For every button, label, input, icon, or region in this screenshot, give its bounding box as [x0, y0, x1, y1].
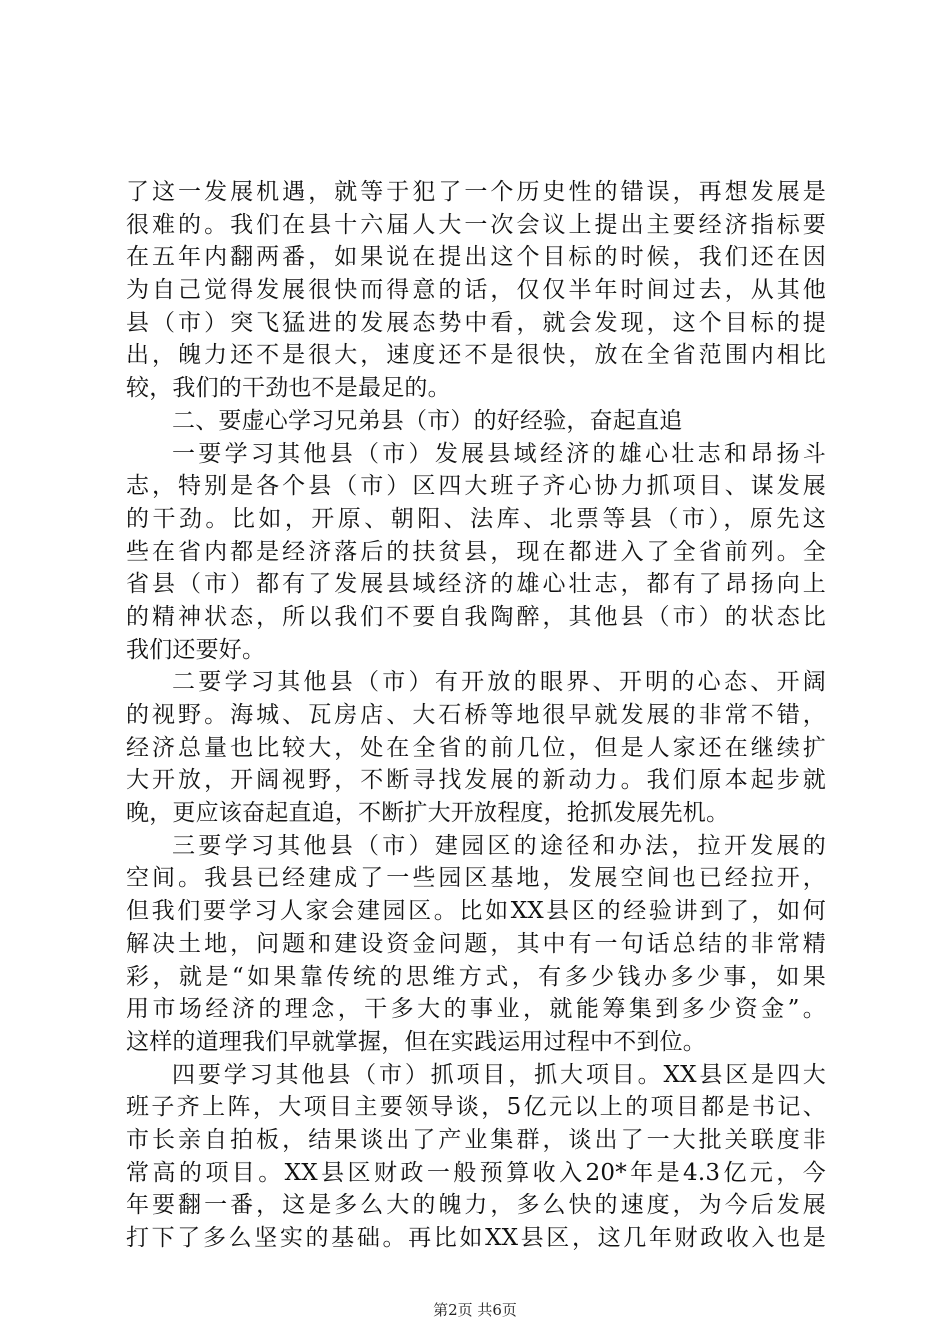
text-line: 为自己觉得发展很快而得意的话，仅仅半年时间过去，从其他	[126, 277, 826, 304]
text-line: 年要翻一番，这是多么大的魄力，多么快的速度，为今后发展	[126, 1192, 826, 1219]
text-line: 的精神状态，所以我们不要自我陶醉，其他县（市）的状态比	[126, 603, 826, 630]
text-line: 三要学习其他县（市）建园区的途径和办法，拉开发展的	[172, 832, 826, 859]
text-line: 的干劲。比如，开原、朝阳、法库、北票等县（市），原先这	[126, 505, 826, 532]
text-line: 出，魄力还不是很大，速度还不是很快，放在全省范围内相比	[126, 342, 826, 369]
text-line: 县（市）突飞猛进的发展态势中看，就会发现，这个目标的提	[126, 309, 826, 336]
text-line: 很难的。我们在县十六届人大一次会议上提出主要经济指标要	[126, 211, 826, 238]
text-line: 四要学习其他县（市）抓项目，抓大项目。XX县区是四大	[172, 1061, 826, 1088]
text-line: 市长亲自拍板，结果谈出了产业集群，谈出了一大批关联度非	[126, 1126, 826, 1153]
text-line: 常高的项目。XX县区财政一般预算收入20*年是4.3亿元，今	[126, 1159, 826, 1186]
text-line: 较，我们的干劲也不是最足的。	[126, 375, 451, 402]
text-line: 些在省内都是经济落后的扶贫县，现在都进入了全省前列。全	[126, 538, 826, 565]
section-heading: 二、要虚心学习兄弟县（市）的好经验，奋起直追	[172, 407, 683, 434]
text-line: 但我们要学习人家会建园区。比如XX县区的经验讲到了，如何	[126, 898, 826, 925]
text-line: 彩，就是“如果靠传统的思维方式，有多少钱办多少事，如果	[126, 963, 826, 990]
text-line: 这样的道理我们早就掌握，但在实践运用过程中不到位。	[126, 1028, 706, 1055]
text-line: 省县（市）都有了发展县域经济的雄心壮志，都有了昂扬向上	[126, 571, 826, 598]
text-line: 在五年内翻两番，如果说在提出这个目标的时候，我们还在因	[126, 244, 826, 271]
text-line: 我们还要好。	[126, 636, 266, 663]
text-line: 二要学习其他县（市）有开放的眼界、开明的心态、开阔	[172, 669, 826, 696]
page-number-footer: 第2页 共6页	[433, 1301, 517, 1319]
text-line: 经济总量也比较大，处在全省的前几位，但是人家还在继续扩	[126, 734, 826, 761]
text-line: 解决土地，问题和建设资金问题，其中有一句话总结的非常精	[126, 930, 826, 957]
text-line: 志，特别是各个县（市）区四大班子齐心协力抓项目、谋发展	[126, 473, 826, 500]
text-line: 一要学习其他县（市）发展县域经济的雄心壮志和昂扬斗	[172, 440, 826, 467]
document-body	[126, 176, 826, 1255]
text-line: 用市场经济的理念，干多大的事业，就能筹集到多少资金”。	[126, 996, 826, 1023]
text-line: 空间。我县已经建成了一些园区基地，发展空间也已经拉开，	[126, 865, 826, 892]
text-line: 晚，更应该奋起直追，不断扩大开放程度，抢抓发展先机。	[126, 800, 730, 827]
text-line: 的视野。海城、瓦房店、大石桥等地很早就发展的非常不错，	[126, 702, 826, 728]
text-line: 了这一发展机遇，就等于犯了一个历史性的错误，再想发展是	[126, 179, 826, 205]
text-line: 大开放，开阔视野，不断寻找发展的新动力。我们原本起步就	[126, 767, 826, 794]
text-line: 班子齐上阵，大项目主要领导谈，5亿元以上的项目都是书记、	[126, 1094, 826, 1121]
text-line: 打下了多么坚实的基础。再比如XX县区，这几年财政收入也是	[126, 1225, 826, 1251]
